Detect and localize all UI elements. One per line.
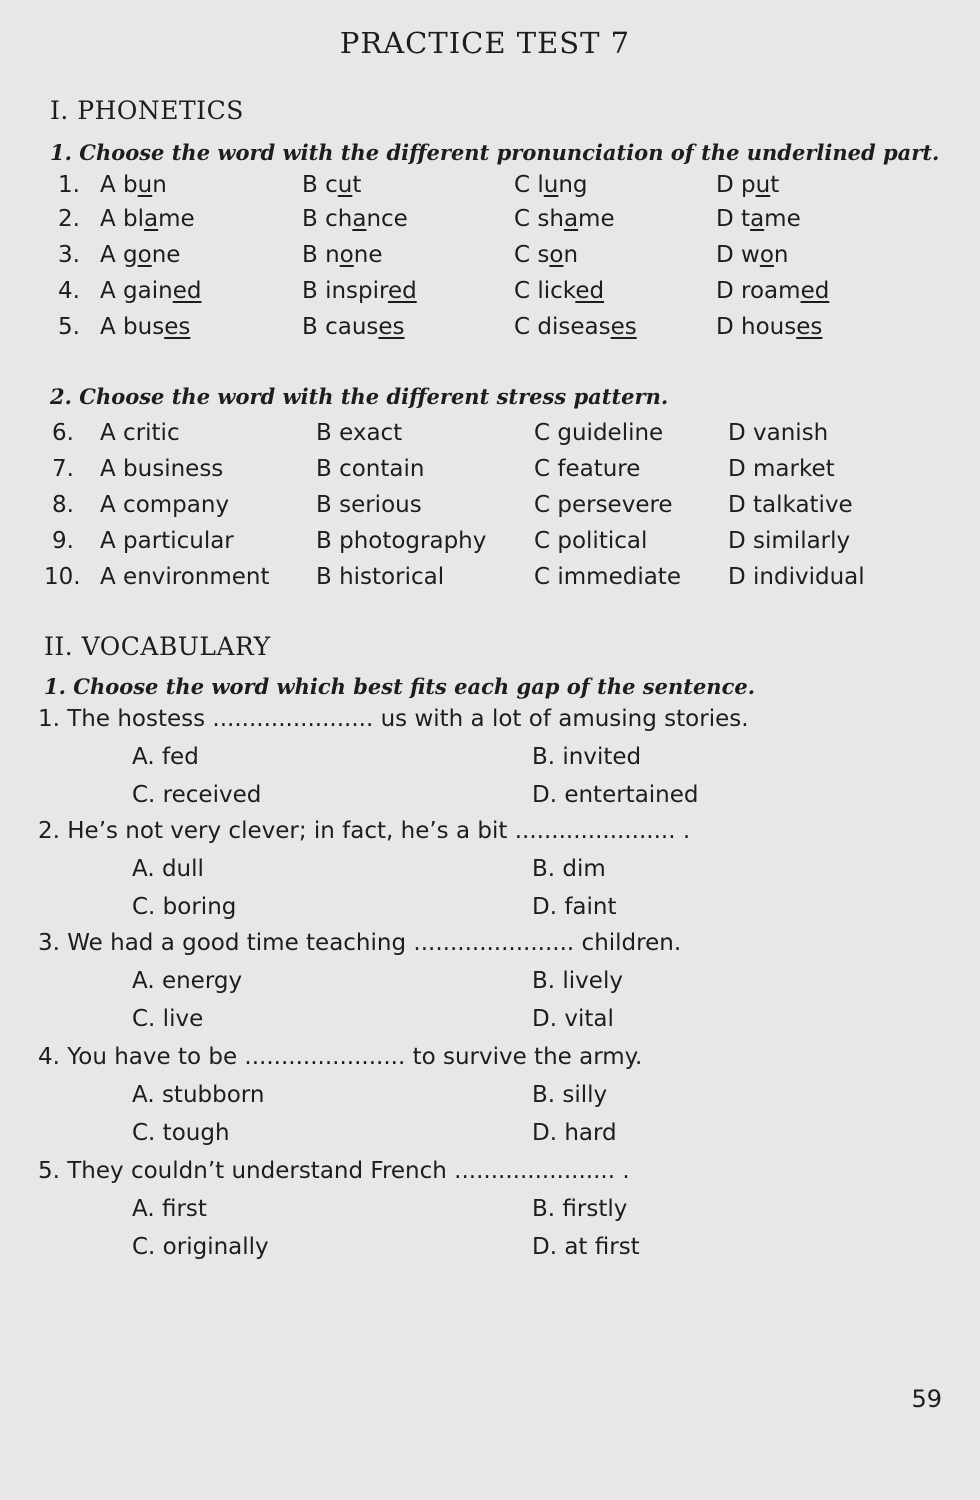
underlined-part: ed [800,278,830,304]
answer-option: A. fed [132,744,199,770]
question-number: 2. [58,206,80,232]
answer-option: B exact [316,420,403,446]
stress-row [0,528,980,562]
underlined-part: o [549,242,564,268]
answer-option: C persevere [534,492,673,518]
option-word: gained [123,278,202,304]
answer-option: B contain [316,456,425,482]
underlined-part: es [796,314,823,340]
answer-option: B. invited [532,744,642,770]
underlined-part: a [352,206,367,232]
answer-option: A. dull [132,856,204,882]
answer-option: D. vital [532,1006,614,1032]
pronunciation-row [0,278,980,312]
answer-option [716,242,789,268]
option-word: bun [123,172,167,198]
option-letter: A [100,172,124,198]
answer-option [716,278,829,304]
option-word: tame [741,206,801,232]
stress-row [0,564,980,598]
stress-row [0,456,980,490]
option-word: licked [537,278,605,304]
question-number: 10. [44,564,81,590]
option-word: roamed [741,278,830,304]
answer-option: C. originally [132,1234,269,1260]
answer-option: C political [534,528,648,554]
stress-row [0,492,980,526]
option-letter: D [716,206,742,232]
answer-option: C guideline [534,420,664,446]
phonetics-heading: I. PHONETICS [50,96,244,125]
question-number: 1. [58,172,80,198]
option-letter: B [302,242,326,268]
option-word: houses [741,314,823,340]
answer-option [302,278,417,304]
answer-option: A company [100,492,230,518]
option-letter: C [514,172,538,198]
option-word: gone [123,242,181,268]
answer-option: A particular [100,528,234,554]
option-letter: A [100,242,124,268]
answer-option: D individual [728,564,865,590]
option-letter: D [716,314,742,340]
option-letter: C [514,278,538,304]
option-letter: B [302,206,326,232]
underlined-part: es [378,314,405,340]
answer-option: A. energy [132,968,243,994]
option-word: son [537,242,579,268]
underlined-part: u [137,172,153,198]
answer-option [514,314,637,340]
answer-option: B. firstly [532,1196,628,1222]
option-word: shame [537,206,615,232]
question-text: 3. We had a good time teaching ...................... children. [38,930,682,956]
answer-option: D. hard [532,1120,617,1146]
option-letter: B [302,278,326,304]
answer-option [514,278,604,304]
answer-option: A. stubborn [132,1082,265,1108]
underlined-part: u [543,172,559,198]
question-number: 8. [52,492,74,518]
underlined-part: o [137,242,152,268]
underlined-part: u [337,172,353,198]
answer-option: D. entertained [532,782,699,808]
answer-option: D. faint [532,894,617,920]
answer-option: C. tough [132,1120,230,1146]
answer-option: A critic [100,420,180,446]
answer-option: B. silly [532,1082,608,1108]
answer-option: B serious [316,492,422,518]
underlined-part: a [563,206,579,232]
answer-option [514,172,588,198]
vocabulary-heading: II. VOCABULARY [44,632,271,661]
option-word: won [741,242,789,268]
answer-option [302,172,361,198]
question-number: 6. [52,420,74,446]
answer-option [100,206,195,232]
option-letter: B [302,172,326,198]
answer-option: D market [728,456,835,482]
stress-row [0,420,980,454]
question-text: 2. He’s not very clever; in fact, he’s a bit ...................... . [38,818,691,844]
answer-option: B. dim [532,856,606,882]
answer-option: D vanish [728,420,829,446]
answer-option: D. at first [532,1234,640,1260]
answer-option: A environment [100,564,270,590]
answer-option: D talkative [728,492,853,518]
answer-option [100,314,190,340]
option-letter: C [514,314,538,340]
pronunciation-row [0,172,980,206]
answer-option [302,314,405,340]
option-word: none [325,242,383,268]
answer-option: B. lively [532,968,623,994]
underlined-part: ed [575,278,605,304]
vocabulary-instruction: 1. Choose the word which best fits each gap of the sentence. [44,674,756,699]
underlined-part: ed [172,278,202,304]
underlined-part: o [759,242,774,268]
answer-option [514,242,578,268]
page-number: 59 [911,1385,942,1413]
option-letter: D [716,278,742,304]
answer-option [514,206,615,232]
phonetics-instruction-2: 2. Choose the word with the different stress pattern. [50,384,669,409]
question-number: 5. [58,314,80,340]
option-word: chance [325,206,408,232]
option-word: lung [537,172,588,198]
answer-option [716,314,822,340]
underlined-part: a [144,206,159,232]
option-letter: C [514,206,538,232]
question-text: 5. They couldn’t understand French ...................... . [38,1158,630,1184]
answer-option: C immediate [534,564,681,590]
phonetics-instruction-1: 1. Choose the word with the different pronunciation of the underlined part. [50,140,940,165]
option-word: buses [123,314,191,340]
answer-option [100,278,201,304]
option-letter: D [716,172,742,198]
option-word: diseases [537,314,637,340]
underlined-part: o [339,242,354,268]
underlined-part: es [610,314,637,340]
option-word: cut [325,172,362,198]
pronunciation-row [0,206,980,240]
answer-option: B historical [316,564,445,590]
option-word: put [741,172,780,198]
question-text: 1. The hostess ...................... us with a lot of amusing stories. [38,706,749,732]
answer-option: A. first [132,1196,207,1222]
option-letter: A [100,314,124,340]
option-letter: D [716,242,742,268]
option-letter: B [302,314,326,340]
answer-option [302,242,382,268]
option-letter: A [100,206,124,232]
question-number: 4. [58,278,80,304]
answer-option: C feature [534,456,641,482]
question-number: 3. [58,242,80,268]
option-word: blame [123,206,195,232]
option-letter: A [100,278,124,304]
option-word: inspired [325,278,417,304]
answer-option: C. boring [132,894,237,920]
answer-option [100,172,167,198]
question-number: 9. [52,528,74,554]
answer-option [716,206,801,232]
underlined-part: a [750,206,765,232]
answer-option [100,242,180,268]
answer-option: A business [100,456,224,482]
answer-option: B photography [316,528,487,554]
answer-option: D similarly [728,528,851,554]
pronunciation-row [0,314,980,348]
underlined-part: es [164,314,191,340]
answer-option [302,206,408,232]
question-number: 7. [52,456,74,482]
underlined-part: u [755,172,771,198]
underlined-part: ed [387,278,417,304]
option-letter: C [514,242,538,268]
answer-option: C. live [132,1006,204,1032]
question-text: 4. You have to be ...................... to survive the army. [38,1044,643,1070]
answer-option: C. received [132,782,262,808]
pronunciation-row [0,242,980,276]
answer-option [716,172,779,198]
page-title: PRACTICE TEST 7 [339,26,631,60]
option-word: causes [325,314,405,340]
